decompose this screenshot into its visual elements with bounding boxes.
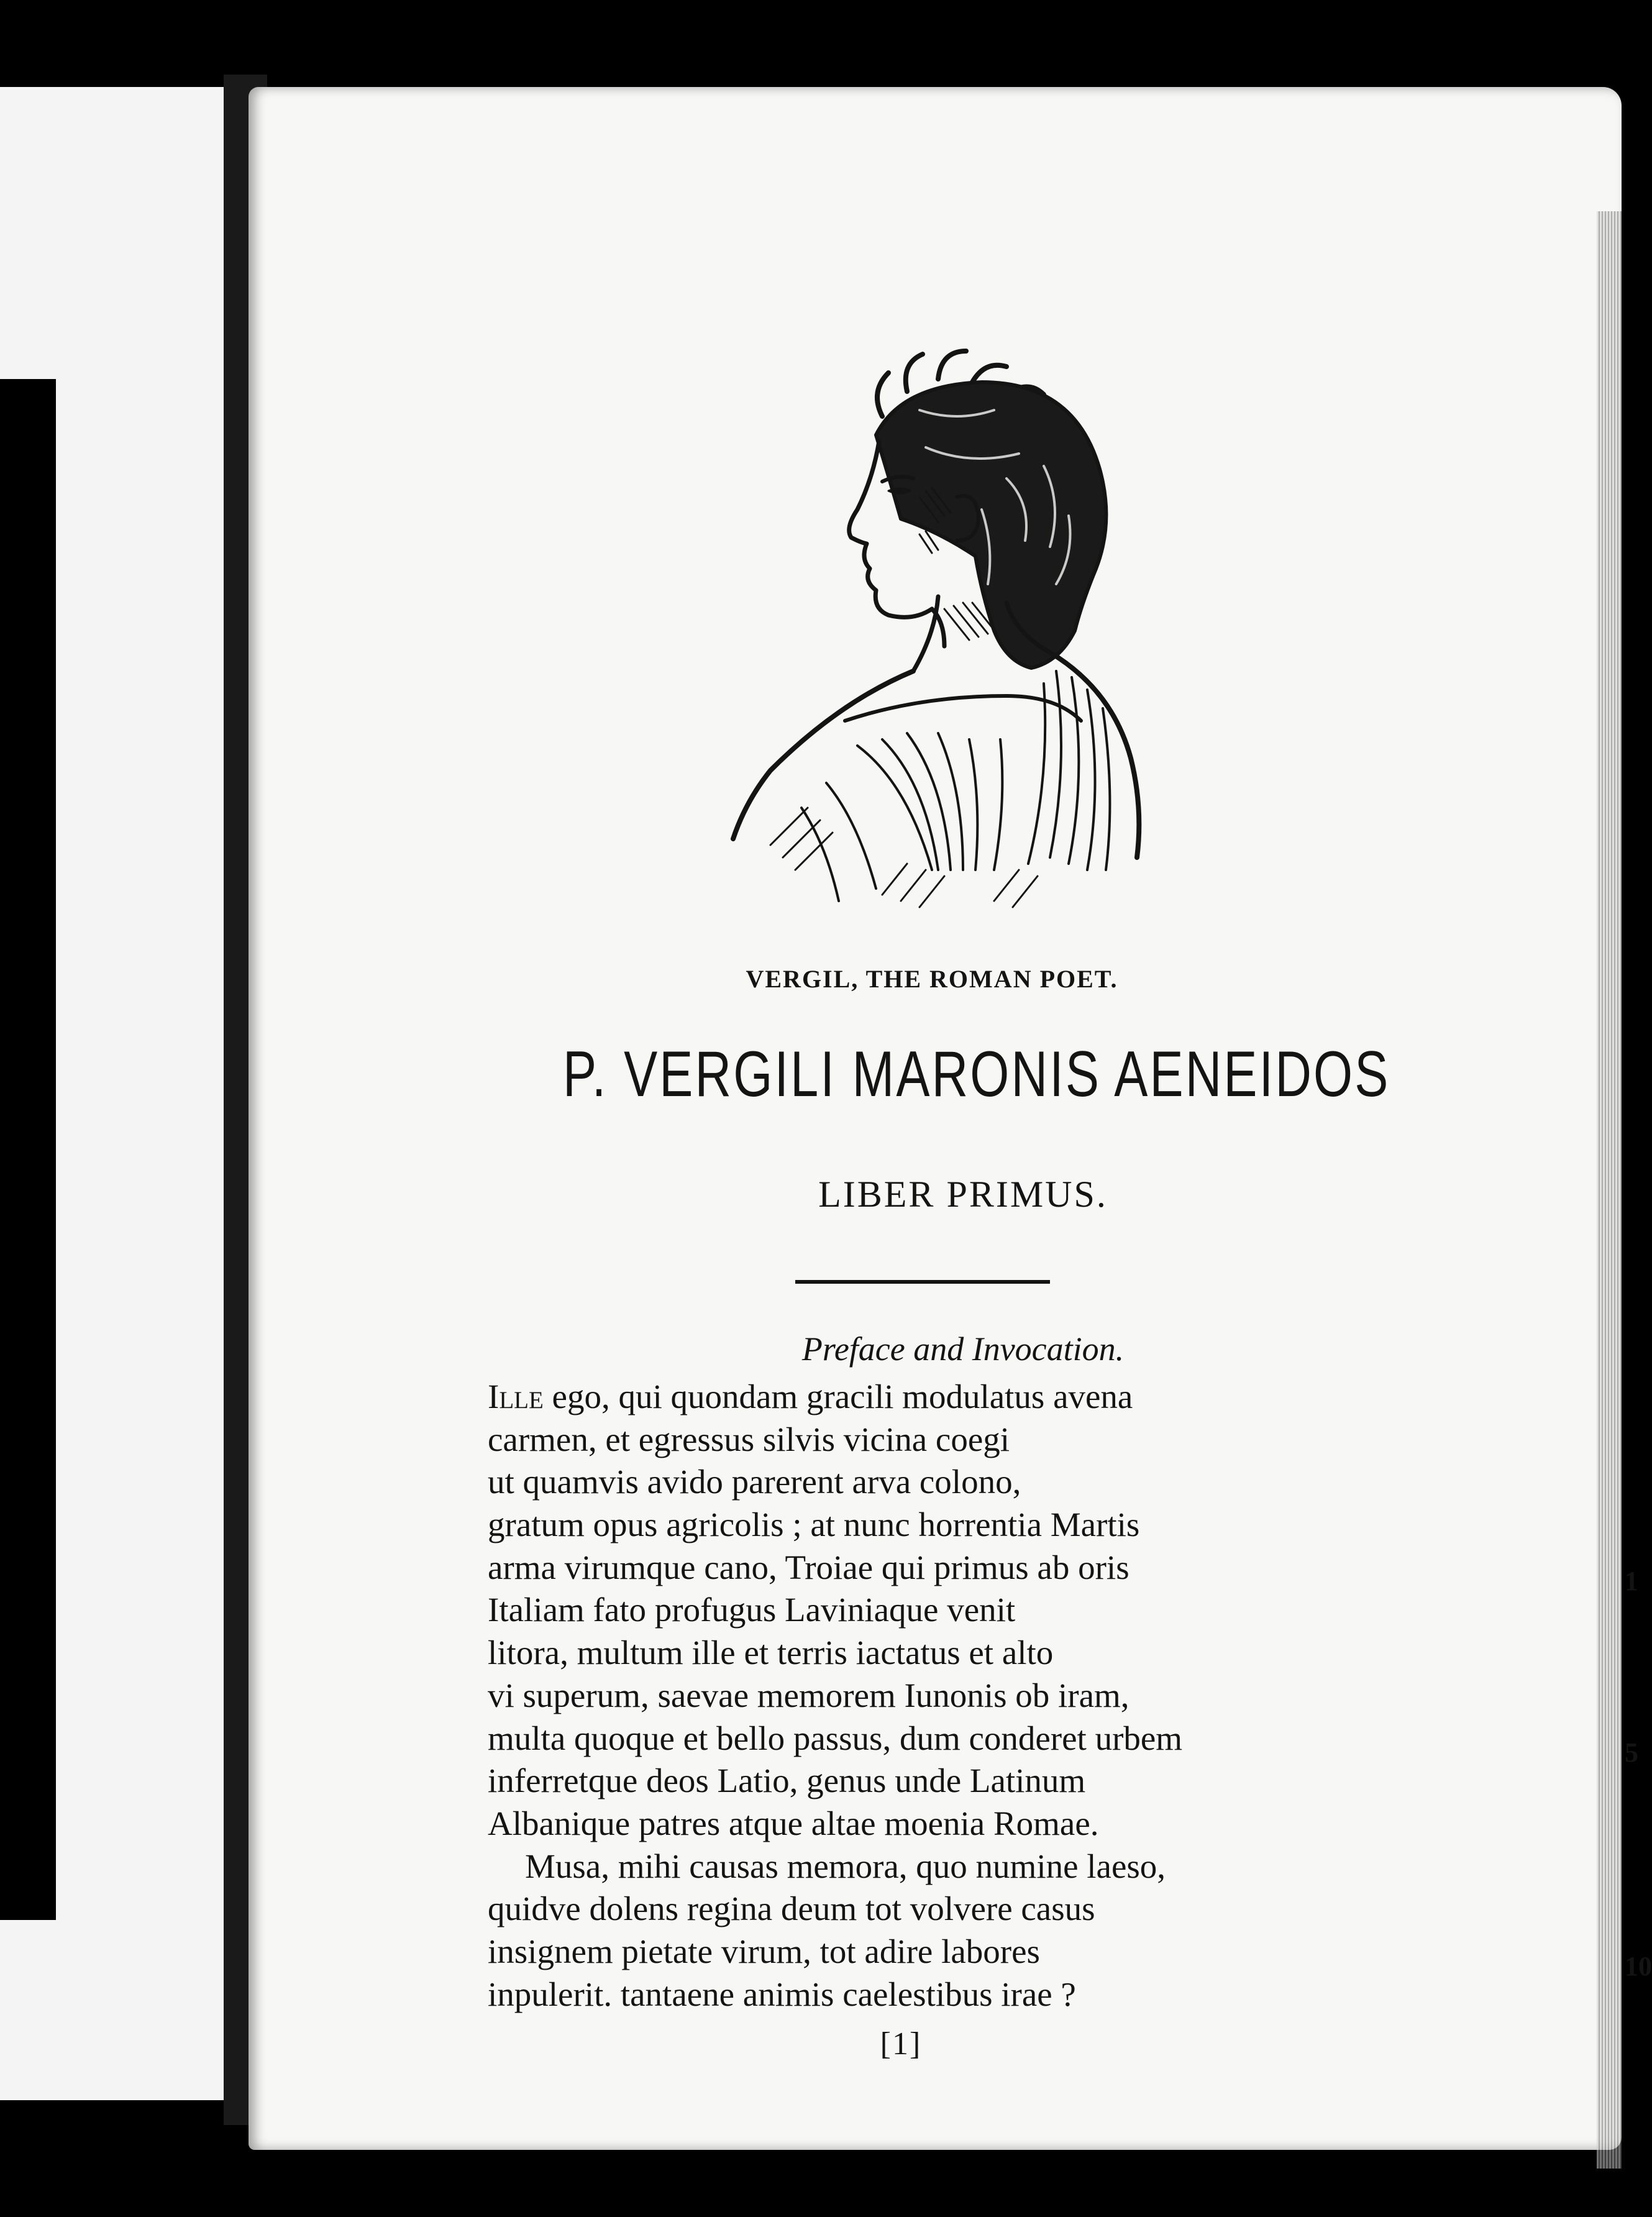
verse-line — [488, 1376, 1420, 1419]
vergil-portrait-illustration — [733, 311, 1143, 957]
verse-line: quidve dolens regina deum tot volvere casus — [488, 1890, 1095, 1928]
verse-line: vi superum, saevae memorem Iunonis ob iram, — [488, 1676, 1129, 1714]
verse-line: litora, multum ille et terris iactatus et alto — [488, 1634, 1054, 1672]
verse-line: inpulerit. tantaene animis caelestibus irae ? — [488, 1975, 1076, 2013]
verse-line: ut quamvis avido parerent arva colono, — [488, 1463, 1021, 1501]
book-heading: LIBER PRIMUS. — [818, 1174, 1108, 1215]
line-number: 10 — [1625, 1951, 1652, 1982]
section-heading: Preface and Invocation. — [801, 1330, 1125, 1368]
line-number: 5 — [1625, 1737, 1638, 1768]
verse-line: arma virumque cano, Troiae qui primus ab oris — [488, 1548, 1129, 1586]
title-rule — [795, 1280, 1050, 1284]
verse-initial-word: Ille — [488, 1378, 544, 1415]
verse-line: multa quoque et bello passus, dum conderet urbem — [488, 1719, 1183, 1757]
verse-line: carmen, et egressus silvis vicina coegi — [488, 1420, 1010, 1458]
verse-line: Musa, mihi causas memora, quo numine laeso, — [525, 1847, 1166, 1885]
verse-text: ego, qui quondam gracili modulatus avena — [543, 1378, 1133, 1415]
work-title: P. VERGILI MARONIS AENEIDOS — [563, 1038, 1390, 1110]
portrait-caption: VERGIL, THE ROMAN POET. — [746, 965, 1118, 993]
verse-line: gratum opus agricolis ; at nunc horrentia Martis — [488, 1506, 1140, 1544]
page-edges — [1597, 211, 1622, 2169]
right-page — [249, 87, 1652, 2150]
left-facing-page — [0, 87, 226, 2100]
page-number: [1] — [880, 2026, 922, 2062]
poem-text — [488, 1376, 1652, 2016]
verse-line: inferretque deos Latio, genus unde Latinum — [488, 1762, 1086, 1800]
verse-line: Albanique patres atque altae moenia Romae. — [488, 1804, 1099, 1842]
verse-line: Italiam fato profugus Laviniaque venit — [488, 1591, 1016, 1629]
verse-line: insignem pietate virum, tot adire labores — [488, 1932, 1040, 1970]
line-number: 1 — [1625, 1566, 1638, 1596]
left-page-plate — [0, 379, 56, 1920]
